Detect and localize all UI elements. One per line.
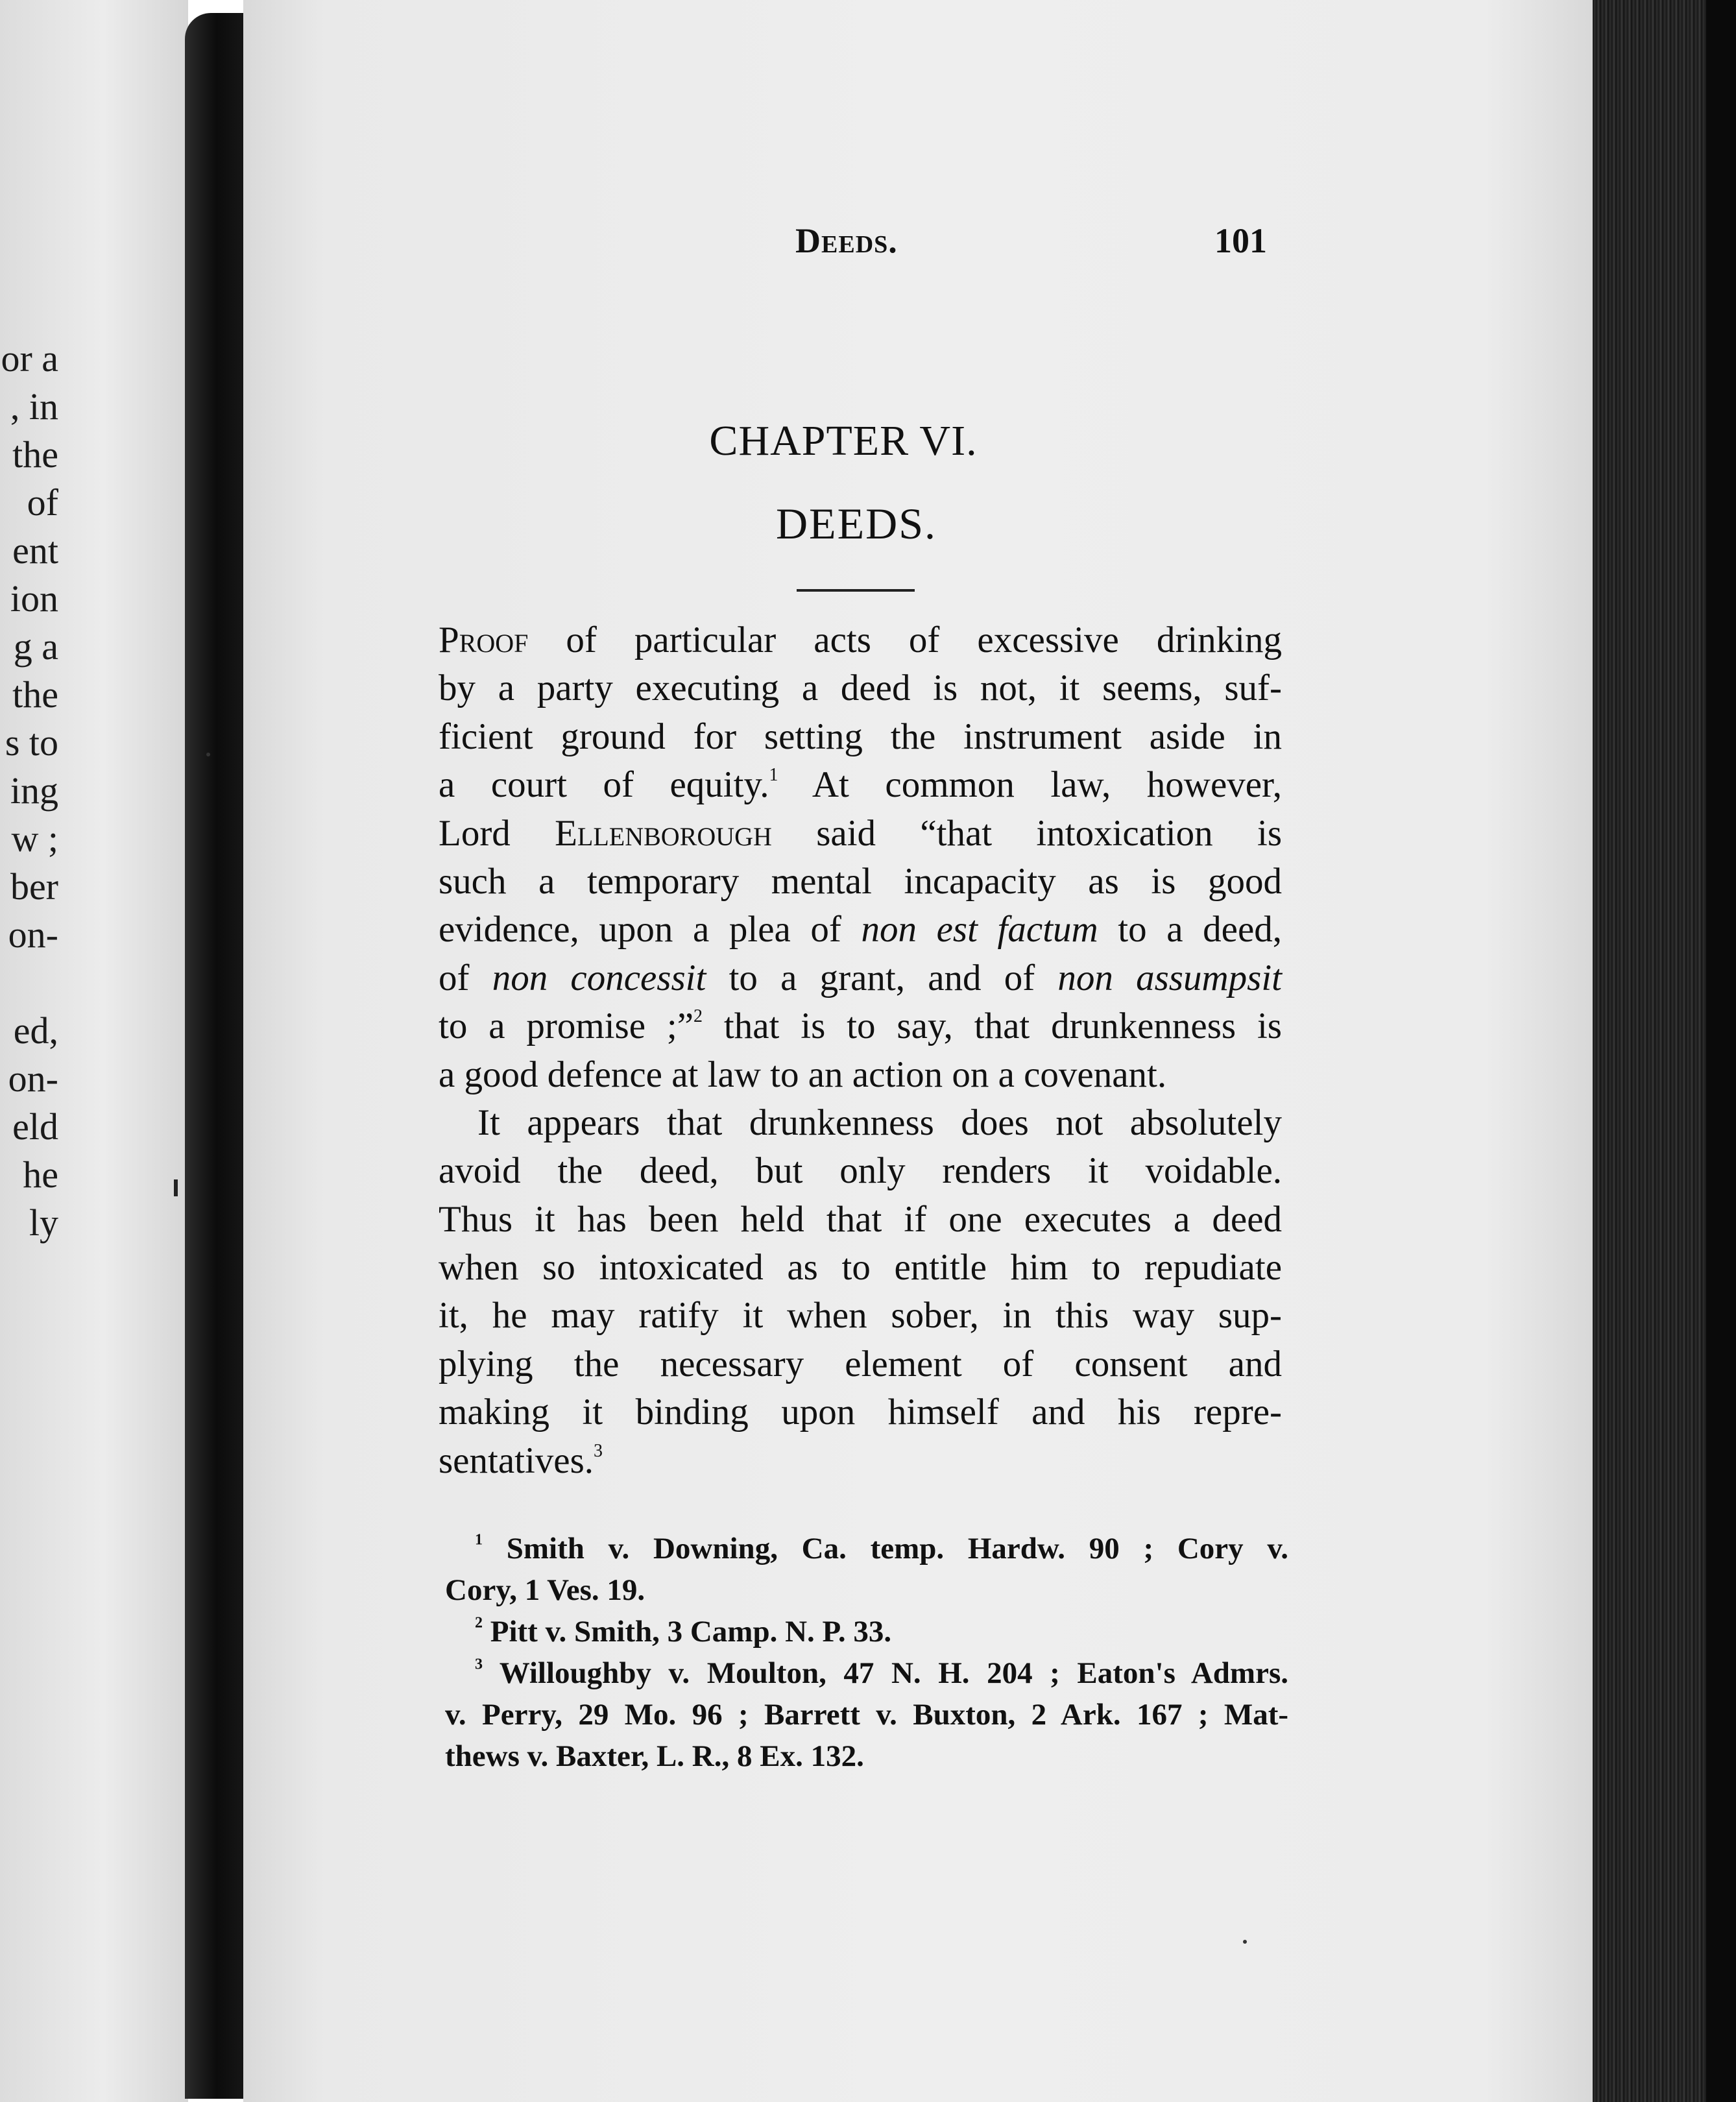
footnote-text: Smith v. Downing, Ca. temp. Hardw. 90 ; Cory v. xyxy=(506,1532,1289,1565)
left-page-line: on- xyxy=(8,913,58,956)
footnote-reference: 1 xyxy=(769,764,778,785)
text-run: a court of equity. xyxy=(439,764,769,806)
paragraph-line: making it binding upon himself and his repre- xyxy=(439,1392,1282,1433)
left-page-line: g a xyxy=(13,625,58,668)
footnote-reference: 3 xyxy=(594,1440,603,1461)
footnote-line xyxy=(445,1611,1288,1652)
paragraph-line xyxy=(439,954,1282,1002)
footnote-marker: 3 xyxy=(475,1656,483,1673)
gutter-mark xyxy=(174,1179,178,1196)
footnote-line xyxy=(445,1528,1288,1569)
left-page-line: , in xyxy=(10,385,58,428)
text-run: Lord xyxy=(439,812,555,854)
paragraph-line: when so intoxicated as to entitle him to repudiate xyxy=(439,1247,1282,1288)
paragraph-line xyxy=(439,1002,1282,1050)
left-page-line: w ; xyxy=(11,817,58,860)
text-run: sentatives. xyxy=(439,1440,594,1481)
left-page-line: eld xyxy=(12,1105,58,1148)
left-page-line: s to xyxy=(5,721,58,764)
left-page-line: the xyxy=(12,673,58,716)
paragraph-line: such a temporary mental incapacity as is good xyxy=(439,860,1282,902)
left-page-line: ed, xyxy=(13,1009,58,1052)
left-page-line: the xyxy=(12,433,58,476)
paragraph-line xyxy=(439,906,1282,954)
footnote-line xyxy=(445,1652,1288,1694)
paragraph-line: avoid the deed, but only renders it voidable. xyxy=(439,1150,1282,1192)
text-run: that is to say, that drunkenness is xyxy=(703,1006,1282,1047)
paragraph-line xyxy=(439,810,1282,858)
text-run: said “that intoxication is xyxy=(771,812,1282,854)
footnote-line: Cory, 1 Ves. 19. xyxy=(445,1573,645,1607)
paragraph-line: plying the necessary element of consent and xyxy=(439,1343,1282,1384)
italic-phrase: non concessit xyxy=(492,957,706,998)
left-page-line: ent xyxy=(12,529,58,572)
paragraph-line: by a party executing a deed is not, it seems, suf- xyxy=(439,668,1282,709)
scan-speck xyxy=(1243,1940,1247,1944)
footnote-line: v. Perry, 29 Mo. 96 ; Barrett v. Buxton, 2 Ark. 167 ; Mat- xyxy=(445,1698,1288,1732)
text-run: evidence, upon a plea of xyxy=(439,909,862,950)
text-run: of xyxy=(439,957,492,998)
paragraph-line xyxy=(439,761,1282,809)
chapter-title: DEEDS. xyxy=(775,499,937,548)
italic-phrase: non assumpsit xyxy=(1057,957,1282,998)
left-page-line: ing xyxy=(10,769,58,812)
text-run: of particular acts of excessive drinking xyxy=(528,620,1282,660)
text-run: to a deed, xyxy=(1098,909,1283,950)
paragraph-line: it, he may ratify it when sober, in this way sup- xyxy=(439,1295,1282,1336)
footnote-line: thews v. Baxter, L. R., 8 Ex. 132. xyxy=(445,1739,864,1773)
paragraph-line xyxy=(439,616,1282,664)
small-caps-name: Ellenborough xyxy=(555,812,772,854)
italic-phrase: non est factum xyxy=(861,909,1098,950)
small-caps-word: Proof xyxy=(439,620,529,660)
text-run: to a grant, and of xyxy=(706,957,1058,998)
footnote-marker: 1 xyxy=(475,1531,483,1549)
left-page-line: of xyxy=(27,481,58,524)
left-page-line: ber xyxy=(10,865,58,908)
chapter-number: CHAPTER VI. xyxy=(709,417,978,465)
footnote-reference: 2 xyxy=(693,1006,703,1026)
text-run: to a promise ;” xyxy=(439,1006,694,1047)
book-cover-edge xyxy=(1706,0,1736,2102)
page-number: 101 xyxy=(1214,221,1267,260)
left-page-line: or a xyxy=(1,337,58,380)
scan-speck xyxy=(206,753,210,756)
left-page-line: ion xyxy=(10,577,58,620)
paragraph-line xyxy=(439,1437,1282,1485)
left-page-line: ly xyxy=(29,1202,58,1244)
footnotes xyxy=(445,1528,1288,1777)
text-run: At common law, however, xyxy=(778,764,1282,806)
title-rule xyxy=(797,589,915,592)
footnote-marker: 2 xyxy=(475,1614,483,1632)
paragraph-line: ficient ground for setting the instrument aside in xyxy=(439,716,1282,757)
footnote-text: Willoughby v. Moulton, 47 N. H. 204 ; Eaton's Admrs. xyxy=(499,1656,1288,1690)
body-text xyxy=(439,616,1282,1485)
running-head: Deeds. xyxy=(795,221,898,260)
left-page-fragment xyxy=(0,0,188,2102)
paragraph-line: It appears that drunkenness does not absolutely xyxy=(477,1102,1282,1143)
paragraph-line: a good defence at law to an action on a covenant. xyxy=(439,1054,1167,1095)
left-page-line: on- xyxy=(8,1057,58,1100)
paragraph-line: Thus it has been held that if one executes a deed xyxy=(439,1198,1282,1240)
left-page-line: he xyxy=(23,1154,58,1196)
footnote-text: Pitt v. Smith, 3 Camp. N. P. 33. xyxy=(490,1615,892,1649)
